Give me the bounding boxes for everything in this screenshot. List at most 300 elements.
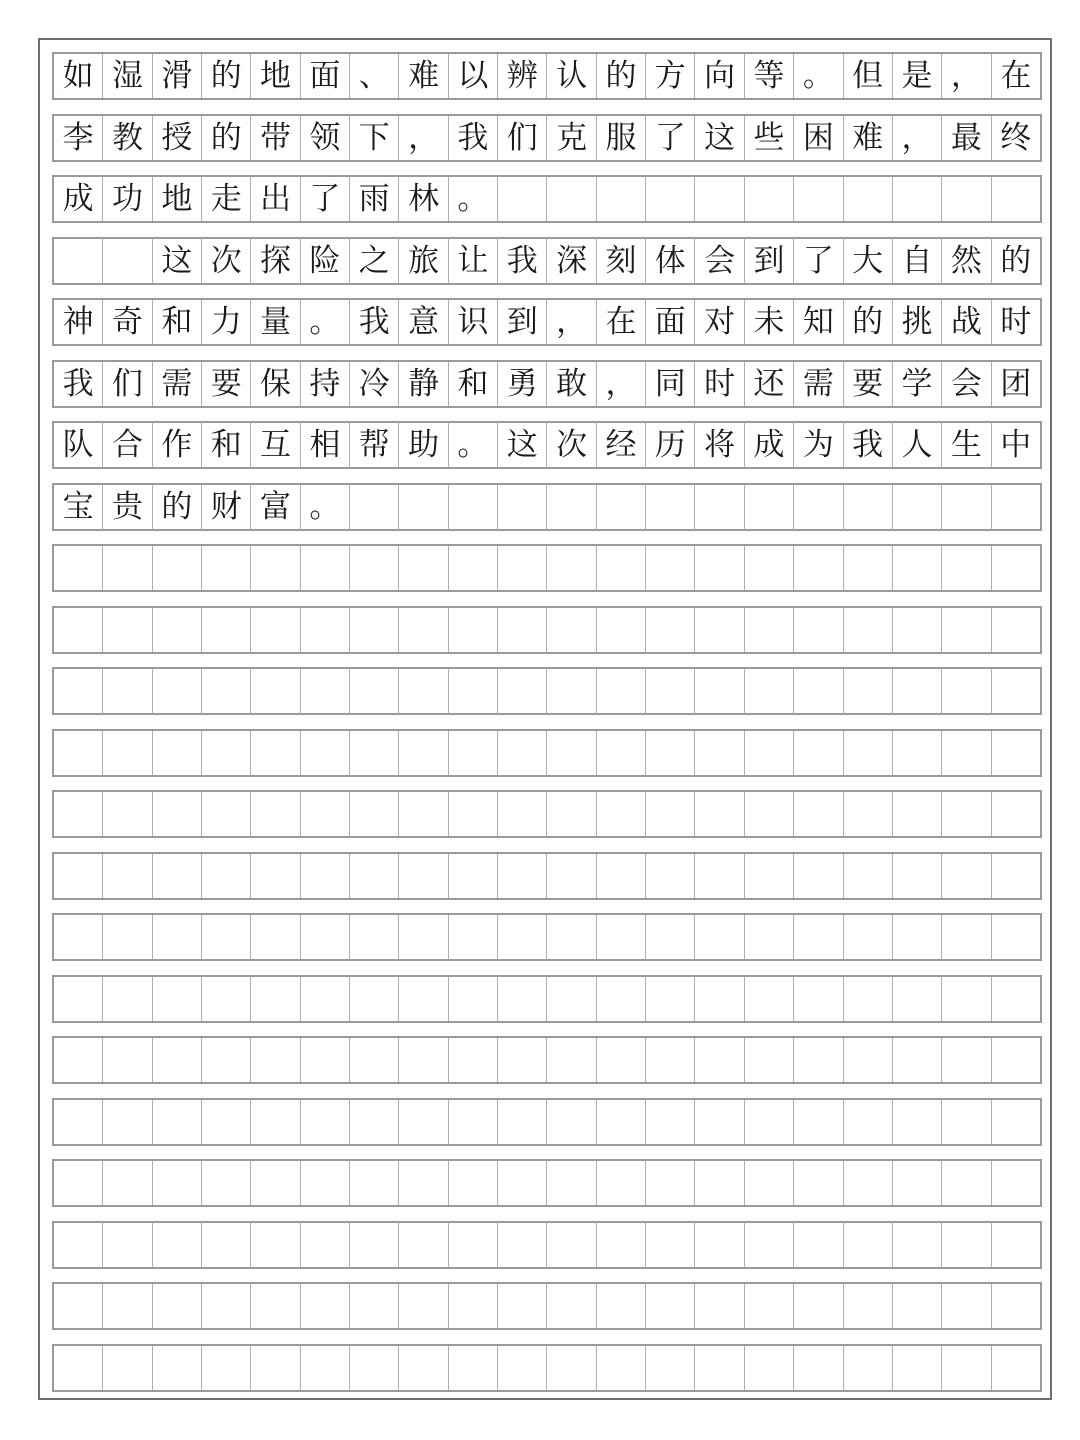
grid-cell: [843, 854, 892, 898]
grid-cell: [300, 731, 349, 775]
grid-cell: [152, 608, 201, 652]
grid-cell: 滑: [152, 54, 201, 98]
grid-cell: [843, 731, 892, 775]
grid-cell: 让: [448, 239, 497, 283]
grid-cell: [398, 1038, 447, 1082]
grid-cell: 次: [546, 423, 595, 467]
grid-cell: [596, 731, 645, 775]
grid-cell: [694, 546, 743, 590]
grid-cell: [744, 915, 793, 959]
grid-cell: 旅: [398, 239, 447, 283]
grid-cell: [102, 731, 151, 775]
grid-row: [52, 1344, 1042, 1392]
grid-cell: 如: [62, 57, 94, 94]
grid-cell: 还: [744, 362, 793, 406]
grid-cell: [645, 915, 694, 959]
grid-cell: [448, 485, 497, 529]
grid-cell: [102, 1100, 151, 1144]
grid-cell: 深: [546, 239, 595, 283]
grid-cell: [744, 854, 793, 898]
grid-cell: [201, 977, 250, 1021]
grid-cell: [349, 854, 398, 898]
grid-cell: [201, 1100, 250, 1144]
grid-cell: [349, 1161, 398, 1205]
grid-cell: [645, 1346, 694, 1390]
grid-cell: [694, 854, 743, 898]
grid-cell: 自: [892, 239, 941, 283]
grid-cell: [744, 546, 793, 590]
grid-cell: 贵: [102, 485, 151, 529]
grid-cell: [152, 977, 201, 1021]
grid-cell: 时: [694, 362, 743, 406]
grid-cell: [497, 485, 546, 529]
grid-cell: [991, 1346, 1040, 1390]
grid-cell: 会: [941, 362, 990, 406]
grid-cell: [300, 1100, 349, 1144]
grid-cell: [892, 1100, 941, 1144]
grid-cell: [398, 669, 447, 713]
grid-cell: [793, 1161, 842, 1205]
grid-cell: [152, 1346, 201, 1390]
grid-cell: 。: [300, 485, 349, 529]
grid-cell: [152, 1161, 201, 1205]
grid-cell: [941, 1223, 990, 1267]
grid-cell: [843, 546, 892, 590]
grid-cell: 的: [201, 54, 250, 98]
grid-cell: [349, 1100, 398, 1144]
grid-cell: 难: [843, 116, 892, 160]
grid-cell: 些: [744, 116, 793, 160]
grid-cell: 战: [941, 300, 990, 344]
grid-cell: [201, 1038, 250, 1082]
grid-cell: [300, 608, 349, 652]
grid-cell: [349, 1346, 398, 1390]
grid-cell: [596, 977, 645, 1021]
grid-cell: [250, 1038, 299, 1082]
grid-cell: 面: [300, 54, 349, 98]
writing-paper: [38, 38, 1052, 1400]
grid-cell: [102, 1284, 151, 1328]
grid-cell: [398, 608, 447, 652]
grid-cell: [152, 1223, 201, 1267]
grid-cell: [744, 1038, 793, 1082]
grid-cell: 向: [694, 54, 743, 98]
grid-cell: 险: [300, 239, 349, 283]
grid-cell: 要: [843, 362, 892, 406]
grid-cell: 的: [201, 116, 250, 160]
grid-cell: [941, 669, 990, 713]
grid-cell: [152, 915, 201, 959]
grid-cell: [398, 977, 447, 1021]
grid-cell: [941, 1346, 990, 1390]
grid-cell: [300, 1038, 349, 1082]
grid-cell: [843, 915, 892, 959]
grid-cell: [201, 669, 250, 713]
grid-cell: [546, 854, 595, 898]
grid-cell: 的: [843, 300, 892, 344]
grid-cell: 和: [201, 423, 250, 467]
grid-cell: 知: [793, 300, 842, 344]
grid-cell: [152, 854, 201, 898]
grid-cell: [645, 669, 694, 713]
grid-cell: ，: [398, 116, 447, 160]
grid-cell: 勇: [497, 362, 546, 406]
grid-cell: [300, 1284, 349, 1328]
grid-cell: 成: [62, 180, 94, 217]
grid-cell: [941, 792, 990, 836]
grid-cell: 对: [694, 300, 743, 344]
grid-cell: [152, 792, 201, 836]
grid-cell: [54, 1038, 102, 1082]
grid-cell: [102, 608, 151, 652]
grid-cell: [546, 669, 595, 713]
grid-cell: [102, 239, 151, 283]
grid-row: [52, 1098, 1042, 1146]
grid-cell: [349, 546, 398, 590]
grid-cell: [201, 608, 250, 652]
grid-cell: [398, 1346, 447, 1390]
grid-cell: [54, 1100, 102, 1144]
grid-cell: [596, 177, 645, 221]
grid-cell: 是: [892, 54, 941, 98]
grid-cell: [843, 1038, 892, 1082]
grid-cell: [497, 1284, 546, 1328]
grid-cell: [448, 1161, 497, 1205]
grid-cell: 冷: [349, 362, 398, 406]
grid-row: [52, 1221, 1042, 1269]
grid-cell: [941, 1284, 990, 1328]
grid-cell: [250, 1100, 299, 1144]
grid-cell: [497, 1161, 546, 1205]
grid-cell: [645, 1223, 694, 1267]
grid-cell: 在: [596, 300, 645, 344]
grid-cell: [694, 1284, 743, 1328]
grid-cell: [892, 669, 941, 713]
grid-cell: 我: [843, 423, 892, 467]
grid-cell: [843, 1223, 892, 1267]
grid-cell: [892, 1038, 941, 1082]
grid-cell: [645, 1284, 694, 1328]
grid-cell: 。: [300, 300, 349, 344]
grid-cell: [250, 915, 299, 959]
grid-cell: 神: [62, 303, 94, 340]
grid-cell: 敢: [546, 362, 595, 406]
grid-cell: [991, 546, 1040, 590]
grid-cell: 我: [497, 239, 546, 283]
grid-cell: [448, 546, 497, 590]
grid-cell: [793, 1346, 842, 1390]
grid-cell: 在: [991, 54, 1040, 98]
grid-cell: [102, 1223, 151, 1267]
grid-cell: [546, 1284, 595, 1328]
grid-cell: [793, 977, 842, 1021]
grid-row: [52, 298, 1042, 346]
grid-cell: [201, 1161, 250, 1205]
grid-cell: [596, 792, 645, 836]
grid-cell: [694, 1038, 743, 1082]
grid-cell: [892, 485, 941, 529]
grid-cell: [300, 977, 349, 1021]
grid-cell: [497, 1038, 546, 1082]
grid-cell: [102, 1346, 151, 1390]
grid-cell: 历: [645, 423, 694, 467]
grid-row: [52, 114, 1042, 162]
grid-cell: 将: [694, 423, 743, 467]
grid-cell: 探: [250, 239, 299, 283]
grid-cell: [744, 485, 793, 529]
grid-cell: [793, 731, 842, 775]
grid-cell: [892, 977, 941, 1021]
grid-cell: [596, 854, 645, 898]
grid-cell: [448, 731, 497, 775]
grid-cell: [201, 854, 250, 898]
grid-cell: [201, 1284, 250, 1328]
grid-cell: 了: [300, 177, 349, 221]
grid-cell: [941, 1161, 990, 1205]
grid-cell: 我: [448, 116, 497, 160]
grid-cell: [300, 915, 349, 959]
grid-cell: [991, 669, 1040, 713]
grid-cell: [54, 608, 102, 652]
grid-row: [52, 544, 1042, 592]
grid-cell: [54, 915, 102, 959]
grid-cell: [152, 731, 201, 775]
grid-cell: [448, 977, 497, 1021]
grid-cell: [793, 792, 842, 836]
grid-cell: [596, 1223, 645, 1267]
grid-cell: [102, 854, 151, 898]
grid-cell: 领: [300, 116, 349, 160]
grid-cell: [300, 546, 349, 590]
grid-cell: 方: [645, 54, 694, 98]
grid-cell: [250, 669, 299, 713]
grid-cell: 财: [201, 485, 250, 529]
grid-cell: 大: [843, 239, 892, 283]
grid-cell: [54, 669, 102, 713]
grid-cell: [892, 1346, 941, 1390]
grid-cell: [546, 915, 595, 959]
grid-cell: 。: [793, 54, 842, 98]
grid-cell: [744, 1346, 793, 1390]
grid-row: [52, 729, 1042, 777]
grid-cell: 我: [349, 300, 398, 344]
grid-row: [52, 52, 1042, 100]
grid-cell: [793, 1100, 842, 1144]
grid-row: [52, 1282, 1042, 1330]
grid-cell: 挑: [892, 300, 941, 344]
grid-cell: [645, 177, 694, 221]
grid-cell: [991, 1161, 1040, 1205]
grid-cell: 们: [102, 362, 151, 406]
grid-cell: [991, 792, 1040, 836]
grid-cell: [892, 1223, 941, 1267]
grid-cell: [596, 1100, 645, 1144]
grid-cell: [596, 546, 645, 590]
grid-cell: 终: [991, 116, 1040, 160]
grid-cell: [793, 546, 842, 590]
grid-cell: 服: [596, 116, 645, 160]
grid-cell: [941, 977, 990, 1021]
grid-cell: 互: [250, 423, 299, 467]
grid-cell: 克: [546, 116, 595, 160]
grid-cell: [152, 669, 201, 713]
grid-cell: [744, 1161, 793, 1205]
grid-cell: [497, 854, 546, 898]
grid-cell: 保: [250, 362, 299, 406]
grid-cell: [941, 177, 990, 221]
grid-cell: 富: [250, 485, 299, 529]
grid-cell: [102, 546, 151, 590]
grid-cell: [596, 1038, 645, 1082]
grid-cell: [843, 977, 892, 1021]
grid-cell: 辨: [497, 54, 546, 98]
grid-cell: [152, 1284, 201, 1328]
grid-cell: [991, 854, 1040, 898]
grid-cell: 宝: [62, 488, 94, 525]
grid-cell: 之: [349, 239, 398, 283]
grid-cell: [694, 977, 743, 1021]
grid-cell: [991, 915, 1040, 959]
grid-cell: [201, 792, 250, 836]
grid-cell: ，: [941, 54, 990, 98]
grid-cell: [448, 1223, 497, 1267]
grid-cell: 授: [152, 116, 201, 160]
grid-row: [52, 175, 1042, 223]
grid-cell: 帮: [349, 423, 398, 467]
grid-cell: [448, 1038, 497, 1082]
grid-cell: [941, 485, 990, 529]
grid-cell: 这: [152, 239, 201, 283]
grid-cell: [744, 1223, 793, 1267]
grid-cell: 湿: [102, 54, 151, 98]
grid-cell: [991, 1223, 1040, 1267]
grid-cell: [843, 1161, 892, 1205]
grid-row: [52, 790, 1042, 838]
grid-cell: [793, 1223, 842, 1267]
grid-cell: [250, 854, 299, 898]
grid-cell: [645, 977, 694, 1021]
grid-cell: 奇: [102, 300, 151, 344]
grid-cell: 的: [152, 485, 201, 529]
grid-cell: [596, 485, 645, 529]
grid-cell: 同: [645, 362, 694, 406]
grid-cell: 。: [448, 177, 497, 221]
grid-cell: [546, 1346, 595, 1390]
grid-cell: [843, 485, 892, 529]
grid-row: [52, 237, 1042, 285]
grid-cell: [645, 608, 694, 652]
grid-cell: [250, 1346, 299, 1390]
grid-cell: [596, 1284, 645, 1328]
grid-cell: 李: [62, 119, 94, 156]
grid-cell: [250, 792, 299, 836]
grid-cell: [645, 1100, 694, 1144]
grid-cell: [497, 1223, 546, 1267]
grid-cell: 生: [941, 423, 990, 467]
grid-cell: [152, 546, 201, 590]
grid-cell: [152, 1038, 201, 1082]
grid-cell: [300, 1346, 349, 1390]
grid-cell: 功: [102, 177, 151, 221]
grid-cell: [398, 731, 447, 775]
grid-cell: [349, 731, 398, 775]
grid-cell: [54, 546, 102, 590]
grid-cell: [398, 485, 447, 529]
grid-cell: [300, 792, 349, 836]
grid-cell: 静: [398, 362, 447, 406]
grid-cell: 林: [398, 177, 447, 221]
grid-cell: [497, 1100, 546, 1144]
grid-cell: [54, 731, 102, 775]
grid-cell: [349, 669, 398, 713]
grid-cell: [694, 915, 743, 959]
grid-cell: [843, 1100, 892, 1144]
grid-cell: 。: [448, 423, 497, 467]
grid-cell: [250, 1223, 299, 1267]
grid-row: [52, 667, 1042, 715]
grid-cell: [546, 731, 595, 775]
grid-cell: 人: [892, 423, 941, 467]
grid-cell: [694, 731, 743, 775]
grid-cell: 的: [596, 54, 645, 98]
grid-cell: [744, 1284, 793, 1328]
grid-cell: 这: [497, 423, 546, 467]
grid-cell: 地: [250, 54, 299, 98]
grid-cell: [843, 792, 892, 836]
grid-cell: 雨: [349, 177, 398, 221]
grid-cell: [497, 546, 546, 590]
grid-cell: [250, 731, 299, 775]
grid-cell: 面: [645, 300, 694, 344]
grid-cell: 会: [694, 239, 743, 283]
grid-row: [52, 913, 1042, 961]
grid-cell: [941, 1100, 990, 1144]
grid-cell: [694, 1100, 743, 1144]
grid-cell: [102, 977, 151, 1021]
grid-cell: [300, 854, 349, 898]
grid-row: [52, 1159, 1042, 1207]
grid-cell: [892, 915, 941, 959]
grid-cell: [991, 177, 1040, 221]
grid-cell: [744, 669, 793, 713]
grid-cell: [349, 1223, 398, 1267]
grid-cell: 然: [941, 239, 990, 283]
grid-cell: [201, 1223, 250, 1267]
grid-cell: [54, 1161, 102, 1205]
grid-cell: 教: [102, 116, 151, 160]
grid-cell: [645, 731, 694, 775]
grid-cell: 合: [102, 423, 151, 467]
grid-cell: [694, 177, 743, 221]
grid-cell: 作: [152, 423, 201, 467]
grid-cell: [250, 977, 299, 1021]
grid-cell: 体: [645, 239, 694, 283]
grid-cell: [596, 1346, 645, 1390]
grid-cell: 和: [152, 300, 201, 344]
grid-cell: [497, 177, 546, 221]
grid-cell: 量: [250, 300, 299, 344]
grid-cell: [843, 1346, 892, 1390]
grid-cell: [546, 977, 595, 1021]
grid-cell: 难: [398, 54, 447, 98]
grid-cell: [793, 1038, 842, 1082]
grid-cell: [546, 1100, 595, 1144]
grid-cell: [793, 669, 842, 713]
grid-cell: 走: [201, 177, 250, 221]
grid-cell: 时: [991, 300, 1040, 344]
grid-cell: [201, 731, 250, 775]
grid-cell: [497, 1346, 546, 1390]
